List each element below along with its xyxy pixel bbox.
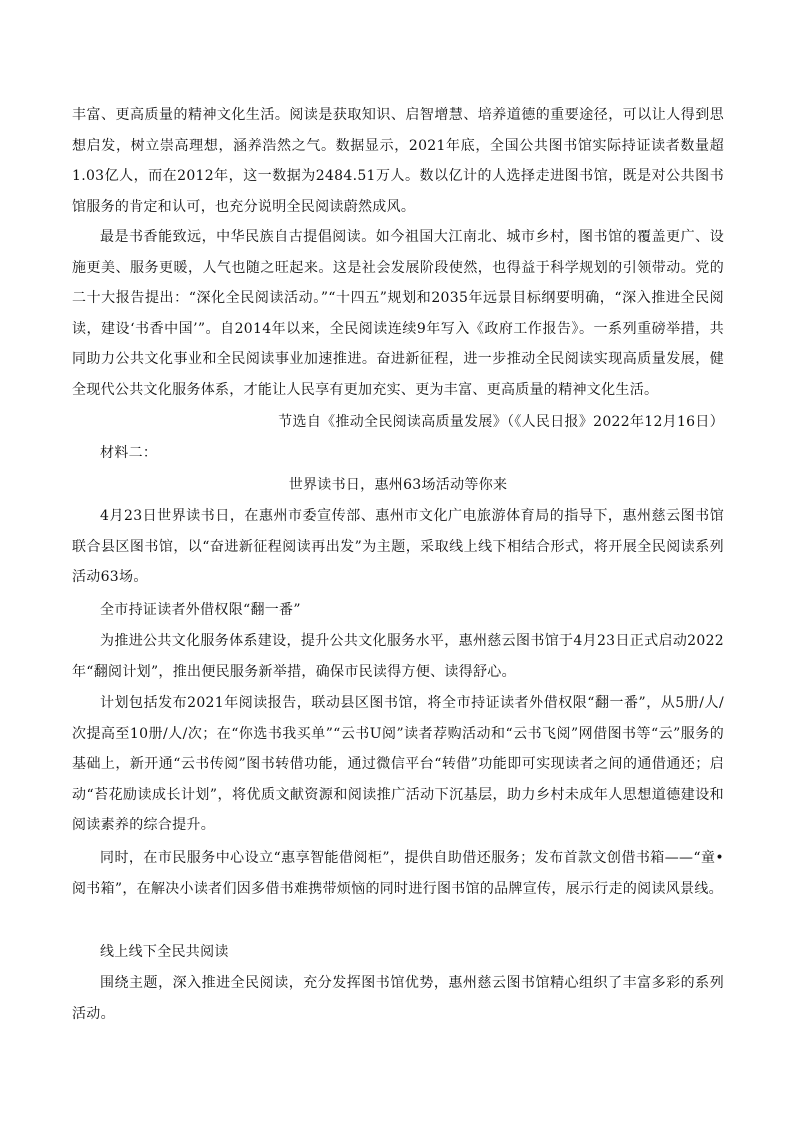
source-citation: 节选自《推动全民阅读高质量发展》（《人民日报》2022年12月16日） (278, 414, 724, 430)
paragraph-continuation: 丰富、更高质量的精神文化生活。阅读是获取知识、启智增慧、培养道德的重要途径，可以让人得到思想启发，树立崇高理想，涵养浩然之气。数据显示，2021年底，全国公共图书馆实际持证读者数量超1.03亿人，而在2012年，这一数据为2484.51万人。数以亿计的人选择走进图书馆，既是对公共图书馆服务的肯定和认可，也充分说明全民阅读蔚然成风。 (72, 107, 724, 215)
paragraph-book-fragrance: 最是书香能致远，中华民族自古提倡阅读。如今祖国大江南北、城市乡村，图书馆的覆盖更广、设施更美、服务更暖，人气也随之旺起来。这是社会发展阶段使然，也得益于科学规划的引领带动。党的二十大报告提出：“深化全民阅读活动。”“十四五”规划和2035年远景目标纲要明确，“深入推进全民阅读，建设‘书香中国’”。自2014年以来，全民阅读连续9年写入《政府工作报告》。一系列重磅举措，共同助力公共文化事业和全民阅读事业加速推进。奋进新征程，进一步推动全民阅读实现高质量发展，健全现代公共文化服务体系，才能让人民享有更加充实、更为丰富、更高质量的精神文化生活。 (72, 229, 724, 398)
subheading-online-offline: 线上线下全民共阅读 (100, 944, 229, 960)
material-two-label: 材料二： (100, 445, 158, 461)
paragraph-activities: 围绕主题，深入推进全民阅读，充分发挥图书馆优势，惠州慈云图书馆精心组织了丰富多彩的系列活动。 (72, 975, 724, 1022)
paragraph-reading-plan: 为推进公共文化服务体系建设，提升公共文化服务水平，惠州慈云图书馆于4月23日正式启动2022年“翻阅计划”，推出便民服务新举措，确保市民读得方便、读得舒心。 (72, 633, 724, 680)
article-title: 世界读书日，惠州63场活动等你来 (288, 477, 508, 493)
paragraph-world-book-day: 4月23日世界读书日，在惠州市委宣传部、惠州市文化广电旅游体育局的指导下，惠州慈云图书馆联合县区图书馆，以“奋进新征程阅读再出发”为主题，采取线上线下相结合形式，将开展全民阅读系列活动63场。 (72, 508, 724, 585)
paragraph-plan-details: 计划包括发布2021年阅读报告，联动县区图书馆，将全市持证读者外借权限“翻一番”，从5册/人/次提高至10册/人/次；在“你选书我买单”“云书U阅”读者荐购活动和“云书飞阅”网借图书等“云”服务的基础上，新开通“云书传阅”图书转借功能，通过微信平台“转借”功能即可实现读者之间的通借通还；启动“苔花励读成长计划”，将优质文献资源和阅读推广活动下沉基层，助力乡村未成年人思想道德建设和阅读素养的综合提升。 (72, 695, 724, 833)
paragraph-smart-cabinet: 同时，在市民服务中心设立“惠享智能借阅柜”，提供自助借还服务；发布首款文创借书箱——“童•阅书箱”，在解决小读者们因多借书难携带烦恼的同时进行图书馆的品牌宣传，展示行走的阅读风景线。 (72, 850, 724, 897)
subheading-lending-double: 全市持证读者外借权限“翻一番” (100, 602, 301, 618)
